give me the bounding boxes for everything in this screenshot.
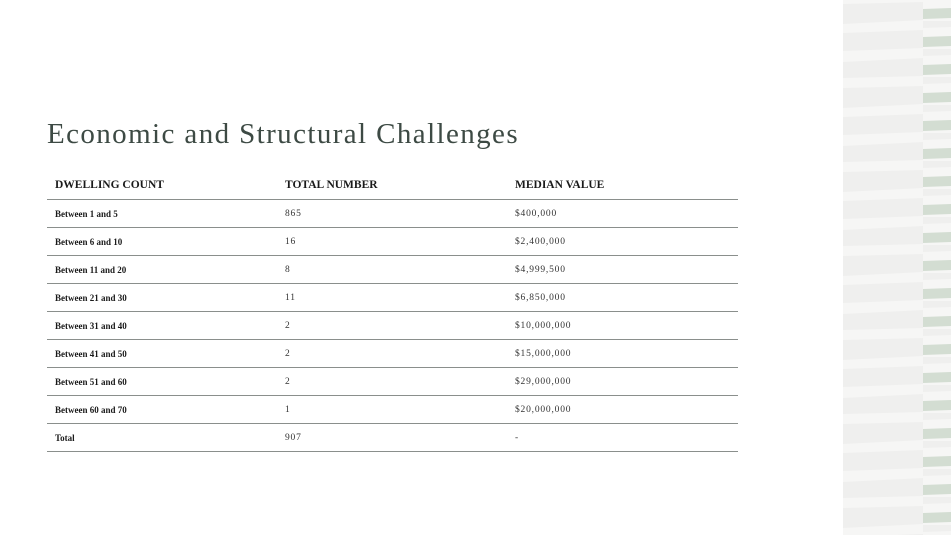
light-stripe: [843, 198, 923, 219]
light-stripe: [923, 245, 951, 252]
light-stripe: [923, 525, 951, 532]
dwelling-count-cell: Between 51 and 60: [47, 368, 277, 396]
table-header-row: [47, 171, 738, 200]
light-stripe: [843, 450, 923, 471]
light-stripe: [923, 301, 951, 308]
green-stripe: [923, 428, 951, 439]
green-stripe: [923, 372, 951, 383]
median-value-cell: $10,000,000: [507, 312, 738, 340]
median-value-cell: -: [507, 424, 738, 452]
green-stripe: [923, 8, 951, 19]
light-stripe: [843, 282, 923, 303]
median-value-cell: $400,000: [507, 200, 738, 228]
green-stripe: [923, 36, 951, 47]
light-stripe: [923, 413, 951, 420]
median-value-cell: $2,400,000: [507, 228, 738, 256]
total-number-cell: 2: [277, 312, 507, 340]
slide-title: Economic and Structural Challenges: [47, 118, 520, 150]
green-stripe: [923, 400, 951, 411]
green-stripe: [923, 344, 951, 355]
stripe-pattern-graphic: [843, 0, 951, 535]
total-number-cell: 2: [277, 340, 507, 368]
light-stripe: [923, 441, 951, 448]
light-stripe: [923, 357, 951, 364]
green-stripe: [923, 288, 951, 299]
light-stripe: [923, 385, 951, 392]
header-dwelling-count: DWELLING COUNT: [47, 171, 277, 200]
table-row: [47, 368, 738, 396]
dwelling-count-cell: Between 60 and 70: [47, 396, 277, 424]
total-number-cell: 907: [277, 424, 507, 452]
dwelling-count-cell: Between 31 and 40: [47, 312, 277, 340]
green-stripe: [923, 484, 951, 495]
dwelling-count-cell: Between 41 and 50: [47, 340, 277, 368]
median-value-cell: $4,999,500: [507, 256, 738, 284]
light-stripe: [923, 217, 951, 224]
table-row: [47, 256, 738, 284]
median-value-cell: $6,850,000: [507, 284, 738, 312]
table-row: [47, 200, 738, 228]
median-value-cell: $20,000,000: [507, 396, 738, 424]
light-stripe: [923, 21, 951, 28]
median-value-cell: $15,000,000: [507, 340, 738, 368]
dwelling-count-cell: Between 1 and 5: [47, 200, 277, 228]
dwelling-table: [47, 171, 738, 452]
green-stripe: [923, 232, 951, 243]
total-label-cell: Total: [47, 424, 277, 452]
light-stripe: [923, 189, 951, 196]
header-median-value: MEDIAN VALUE: [507, 171, 738, 200]
table-row: [47, 284, 738, 312]
green-stripe: [923, 456, 951, 467]
total-number-cell: 11: [277, 284, 507, 312]
green-stripe: [923, 92, 951, 103]
median-value-cell: $29,000,000: [507, 368, 738, 396]
decorative-stripe-pattern: [843, 0, 951, 535]
light-stripe: [923, 105, 951, 112]
dwelling-count-cell: Between 6 and 10: [47, 228, 277, 256]
total-number-cell: 16: [277, 228, 507, 256]
light-stripe: [843, 366, 923, 387]
light-stripe: [923, 273, 951, 280]
header-total-number: TOTAL NUMBER: [277, 171, 507, 200]
table-row: [47, 396, 738, 424]
total-number-cell: 865: [277, 200, 507, 228]
green-stripe: [923, 316, 951, 327]
total-number-cell: 8: [277, 256, 507, 284]
total-number-cell: 1: [277, 396, 507, 424]
light-stripe: [923, 49, 951, 56]
total-number-cell: 2: [277, 368, 507, 396]
table-row: [47, 312, 738, 340]
light-stripe: [923, 77, 951, 84]
light-stripe: [923, 329, 951, 336]
light-stripe: [923, 469, 951, 476]
light-stripe: [923, 133, 951, 140]
green-stripe: [923, 148, 951, 159]
light-stripe: [843, 30, 923, 51]
dwelling-count-cell: Between 21 and 30: [47, 284, 277, 312]
light-stripe: [843, 114, 923, 135]
dwelling-count-cell: Between 11 and 20: [47, 256, 277, 284]
light-stripe: [923, 497, 951, 504]
green-stripe: [923, 260, 951, 271]
green-stripe: [923, 64, 951, 75]
green-stripe: [923, 204, 951, 215]
table-total-row: [47, 424, 738, 452]
green-stripe: [923, 512, 951, 523]
green-stripe: [923, 176, 951, 187]
table-row: [47, 228, 738, 256]
green-stripe: [923, 120, 951, 131]
table-row: [47, 340, 738, 368]
light-stripe: [923, 161, 951, 168]
